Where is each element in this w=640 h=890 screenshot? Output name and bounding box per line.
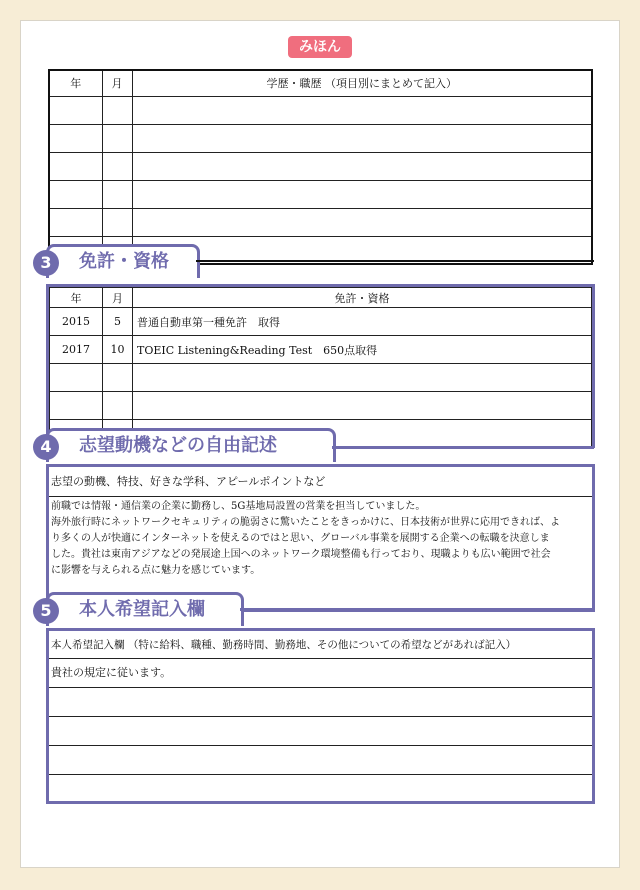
motivation-line: に影響を与えられる点に魅力を感じています。	[51, 565, 261, 576]
section-rule	[196, 260, 594, 262]
motivation-line: 前職では情報・通信業の企業に勤務し、5G基地局設置の営業を担当していました。	[51, 501, 426, 512]
license-year-cell[interactable]: 2015	[50, 308, 103, 336]
history-year-cell[interactable]	[49, 152, 102, 180]
history-month-cell[interactable]	[102, 124, 132, 152]
month-header: 月	[103, 288, 133, 308]
motivation-section-label	[40, 428, 336, 462]
history-header: 学歴・職歴 （項目別にまとめて記入）	[132, 70, 592, 96]
wishes-row[interactable]: 貴社の規定に従います。	[49, 659, 592, 688]
motivation-header: 志望の動機、特技、好きな学科、アピールポイントなど	[49, 467, 592, 497]
history-year-cell[interactable]	[49, 180, 102, 208]
motivation-line: り多くの人が快適にインターネットを使えるのではと思い、グローバル事業を展開する企業への転職を決意しま	[51, 533, 550, 544]
wishes-section-label	[40, 592, 244, 626]
history-year-cell[interactable]	[49, 208, 102, 236]
wishes-row[interactable]	[49, 717, 592, 746]
history-content-cell[interactable]	[132, 96, 592, 124]
wishes-row[interactable]	[49, 775, 592, 804]
history-row	[49, 96, 592, 124]
license-month-cell[interactable]	[103, 364, 133, 392]
section-title: 免許・資格	[79, 251, 169, 272]
motivation-line: 海外旅行時にネットワークセキュリティの脆弱さに驚いたことをきっかけに、日本技術が世界に応用できれば、よ	[51, 517, 560, 528]
section-number: 3	[33, 250, 59, 276]
license-content-cell[interactable]: TOEIC Listening&Reading Test 650点取得	[133, 336, 592, 364]
history-content-cell[interactable]	[132, 180, 592, 208]
wishes-row[interactable]	[49, 688, 592, 717]
history-content-cell[interactable]	[132, 124, 592, 152]
wishes-box	[46, 628, 595, 804]
section-title: 本人希望記入欄	[79, 599, 205, 620]
license-row	[50, 364, 592, 392]
license-year-cell[interactable]: 2017	[50, 336, 103, 364]
license-header: 免許・資格	[133, 288, 592, 308]
history-month-cell[interactable]	[102, 152, 132, 180]
license-year-cell[interactable]	[50, 392, 103, 420]
section-number: 5	[33, 598, 59, 624]
history-row	[49, 208, 592, 236]
license-header-row	[50, 288, 592, 308]
licenses-section-label	[40, 244, 200, 278]
license-month-cell[interactable]: 5	[103, 308, 133, 336]
history-year-cell[interactable]	[49, 124, 102, 152]
section-rule	[332, 446, 594, 449]
license-content-cell[interactable]	[133, 392, 592, 420]
section-rule	[240, 608, 594, 611]
history-content-cell[interactable]	[132, 152, 592, 180]
license-table	[49, 287, 592, 448]
wishes-rows	[49, 659, 592, 804]
license-content-cell[interactable]	[133, 364, 592, 392]
history-row	[49, 152, 592, 180]
license-row	[50, 392, 592, 420]
history-row	[49, 180, 592, 208]
history-header-row	[49, 70, 592, 96]
license-row	[50, 308, 592, 336]
license-year-cell[interactable]	[50, 364, 103, 392]
history-month-cell[interactable]	[102, 208, 132, 236]
wishes-header: 本人希望記入欄 （特に給料、職種、勤務時間、勤務地、その他についての希望などがあれば記入）	[49, 631, 592, 659]
year-header: 年	[50, 288, 103, 308]
license-row	[50, 336, 592, 364]
license-month-cell[interactable]: 10	[103, 336, 133, 364]
history-month-cell[interactable]	[102, 180, 132, 208]
section-number: 4	[33, 434, 59, 460]
motivation-text	[49, 497, 592, 579]
month-header: 月	[102, 70, 132, 96]
motivation-line: した。貴社は東南アジアなどの発展途上国へのネットワーク環境整備も行っており、現職よりも広い範囲で社会	[51, 549, 551, 560]
history-table	[48, 69, 593, 265]
wishes-row[interactable]	[49, 746, 592, 775]
motivation-box	[46, 464, 595, 612]
license-month-cell[interactable]	[103, 392, 133, 420]
history-month-cell[interactable]	[102, 96, 132, 124]
sample-badge: みほん	[288, 36, 352, 58]
history-row	[49, 124, 592, 152]
history-content-cell[interactable]	[132, 208, 592, 236]
section-title: 志望動機などの自由記述	[79, 435, 277, 456]
license-content-cell[interactable]: 普通自動車第一種免許 取得	[133, 308, 592, 336]
history-year-cell[interactable]	[49, 96, 102, 124]
year-header: 年	[49, 70, 102, 96]
